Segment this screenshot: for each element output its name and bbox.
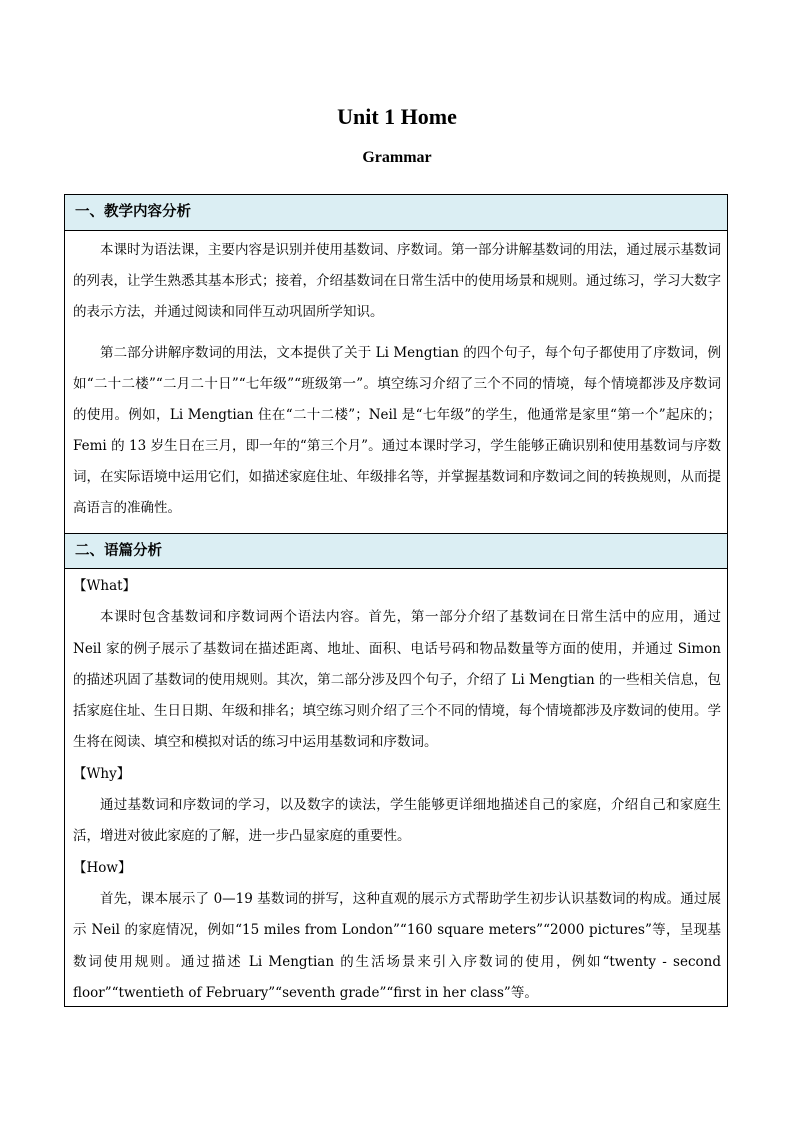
page-title: Unit 1 Home xyxy=(337,104,457,129)
discourse-analysis-body xyxy=(73,571,721,1009)
what-label: 【What】 xyxy=(73,578,137,594)
content-analysis-paragraph-1: 本课时为语法课，主要内容是识别并使用基数词、序数词。第一部分讲解基数词的用法，通过展示基数词的列表，让学生熟悉其基本形式；接着，介绍基数词在日常生活中的使用场景和规则。通过练习，学习大数字的表示方法，并通过阅读和同伴互动巩固所学知识。 xyxy=(73,242,721,320)
why-paragraph: 通过基数词和序数词的学习，以及数字的读法，学生能够更详细地描述自己的家庭，介绍自己和家庭生活，增进对彼此家庭的了解，进一步凸显家庭的重要性。 xyxy=(73,797,721,845)
why-label: 【Why】 xyxy=(73,765,131,782)
content-analysis-body xyxy=(73,235,721,524)
section-header-content-analysis: 一、教学内容分析 xyxy=(65,195,727,231)
how-label: 【How】 xyxy=(73,859,132,876)
page-subtitle: Grammar xyxy=(362,149,432,166)
lesson-analysis-table xyxy=(64,194,728,1007)
what-paragraph: 本课时包含基数词和序数词两个语法内容。首先，第一部分介绍了基数词在日常生活中的应用，通过 Neil 家的例子展示了基数词在描述距离、地址、面积、电话号码和物品数量等方面的使用，并通过 Simon 的描述巩固了基数词的使用规则。其次，第二部分涉及四个句子，介绍了 Li Mengtian 的一些相关信息，包括家庭住址、生日日期、年级和排名；填空练习则介绍了三个不同的情境，每个情境都涉及序数词的使用。学生将在阅读、填空和模拟对话的练习中运用基数词和序数词。 xyxy=(73,609,721,751)
section-header-discourse-analysis: 二、语篇分析 xyxy=(65,533,727,569)
content-analysis-paragraph-2: 第二部分讲解序数词的用法，文本提供了关于 Li Mengtian 的四个句子，每个句子都使用了序数词，例如“二十二楼”“二月二十日”“七年级”“班级第一”。填空练习介绍了三个不同的情境，每个情境都涉及序数词的使用。例如，Li Mengtian 住在“二十二楼”；Neil 是“七年级”的学生，他通常是家里“第一个”起床的；Femi 的 13 岁生日在三月，即一年的“第三个月”。通过本课时学习，学生能够正确识别和使用基数词与序数词，在实际语境中运用它们，如描述家庭住址、年级排名等，并掌握基数词和序数词之间的转换规则，从而提高语言的准确性。 xyxy=(73,345,721,516)
how-paragraph: 首先，课本展示了 0—19 基数词的拼写，这种直观的展示方式帮助学生初步认识基数词的构成。通过展示 Neil 的家庭情况，例如“15 miles from London”“160 square meters”“2000 pictures”等，呈现基数词使用规则。通过描述 Li Mengtian 的生活场景来引入序数词的使用，例如“twenty - second floor”“twentieth of February”“seventh grade”“first in her class”等。 xyxy=(73,890,721,1001)
